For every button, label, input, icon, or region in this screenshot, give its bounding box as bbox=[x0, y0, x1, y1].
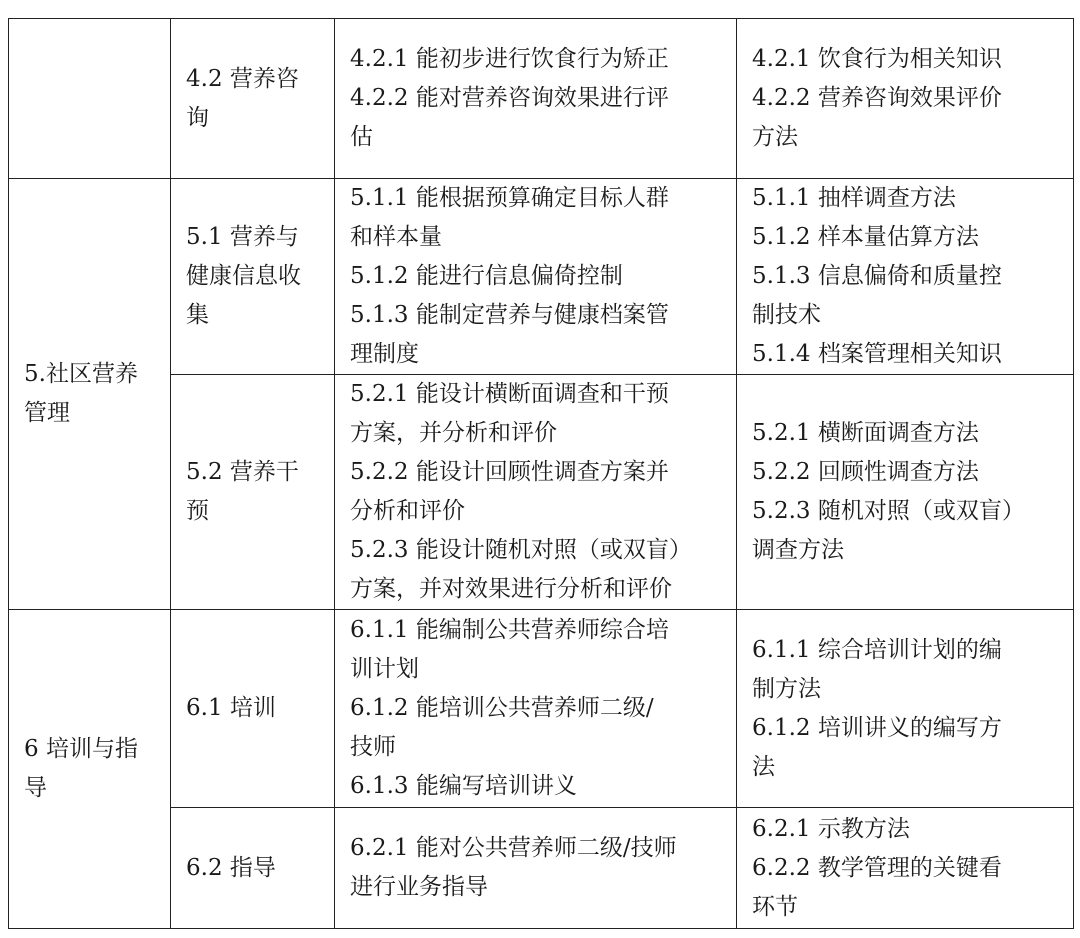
work-unit-cell: 6.1 培训 bbox=[171, 610, 335, 808]
skills-requirements-table bbox=[8, 18, 1074, 929]
job-function-cell bbox=[9, 19, 171, 179]
work-unit-cell: 5.2 营养干 预 bbox=[171, 375, 335, 610]
table-row bbox=[9, 610, 1074, 808]
skill-requirements-cell: 5.2.1 能设计横断面调查和干预 方案，并分析和评价 5.2.2 能设计回顾性调查方案并 分析和评价 5.2.3 能设计随机对照（或双盲） 方案，并对效果进行分析和评价 bbox=[335, 375, 737, 610]
related-knowledge-cell: 6.1.1 综合培训计划的编 制方法 6.1.2 培训讲义的编写方 法 bbox=[737, 610, 1074, 808]
skill-requirements-cell: 5.1.1 能根据预算确定目标人群 和样本量 5.1.2 能进行信息偏倚控制 5.1.3 能制定营养与健康档案管 理制度 bbox=[335, 179, 737, 375]
skill-requirements-cell: 4.2.1 能初步进行饮食行为矫正 4.2.2 能对营养咨询效果进行评 估 bbox=[335, 19, 737, 179]
work-unit-cell: 5.1 营养与 健康信息收 集 bbox=[171, 179, 335, 375]
table-row bbox=[9, 179, 1074, 375]
job-function-cell: 5.社区营养 管理 bbox=[9, 179, 171, 610]
skill-requirements-cell: 6.2.1 能对公共营养师二级/技师 进行业务指导 bbox=[335, 808, 737, 929]
work-unit-cell: 4.2 营养咨 询 bbox=[171, 19, 335, 179]
work-unit-cell: 6.2 指导 bbox=[171, 808, 335, 929]
related-knowledge-cell: 4.2.1 饮食行为相关知识 4.2.2 营养咨询效果评价 方法 bbox=[737, 19, 1074, 179]
table-row bbox=[9, 19, 1074, 179]
related-knowledge-cell: 5.1.1 抽样调查方法 5.1.2 样本量估算方法 5.1.3 信息偏倚和质量控 制技术 5.1.4 档案管理相关知识 bbox=[737, 179, 1074, 375]
related-knowledge-cell: 5.2.1 横断面调查方法 5.2.2 回顾性调查方法 5.2.3 随机对照（或双盲） 调查方法 bbox=[737, 375, 1074, 610]
skill-requirements-cell: 6.1.1 能编制公共营养师综合培 训计划 6.1.2 能培训公共营养师二级/ 技师 6.1.3 能编写培训讲义 bbox=[335, 610, 737, 808]
job-function-cell: 6 培训与指 导 bbox=[9, 610, 171, 929]
related-knowledge-cell: 6.2.1 示教方法 6.2.2 教学管理的关键看 环节 bbox=[737, 808, 1074, 929]
